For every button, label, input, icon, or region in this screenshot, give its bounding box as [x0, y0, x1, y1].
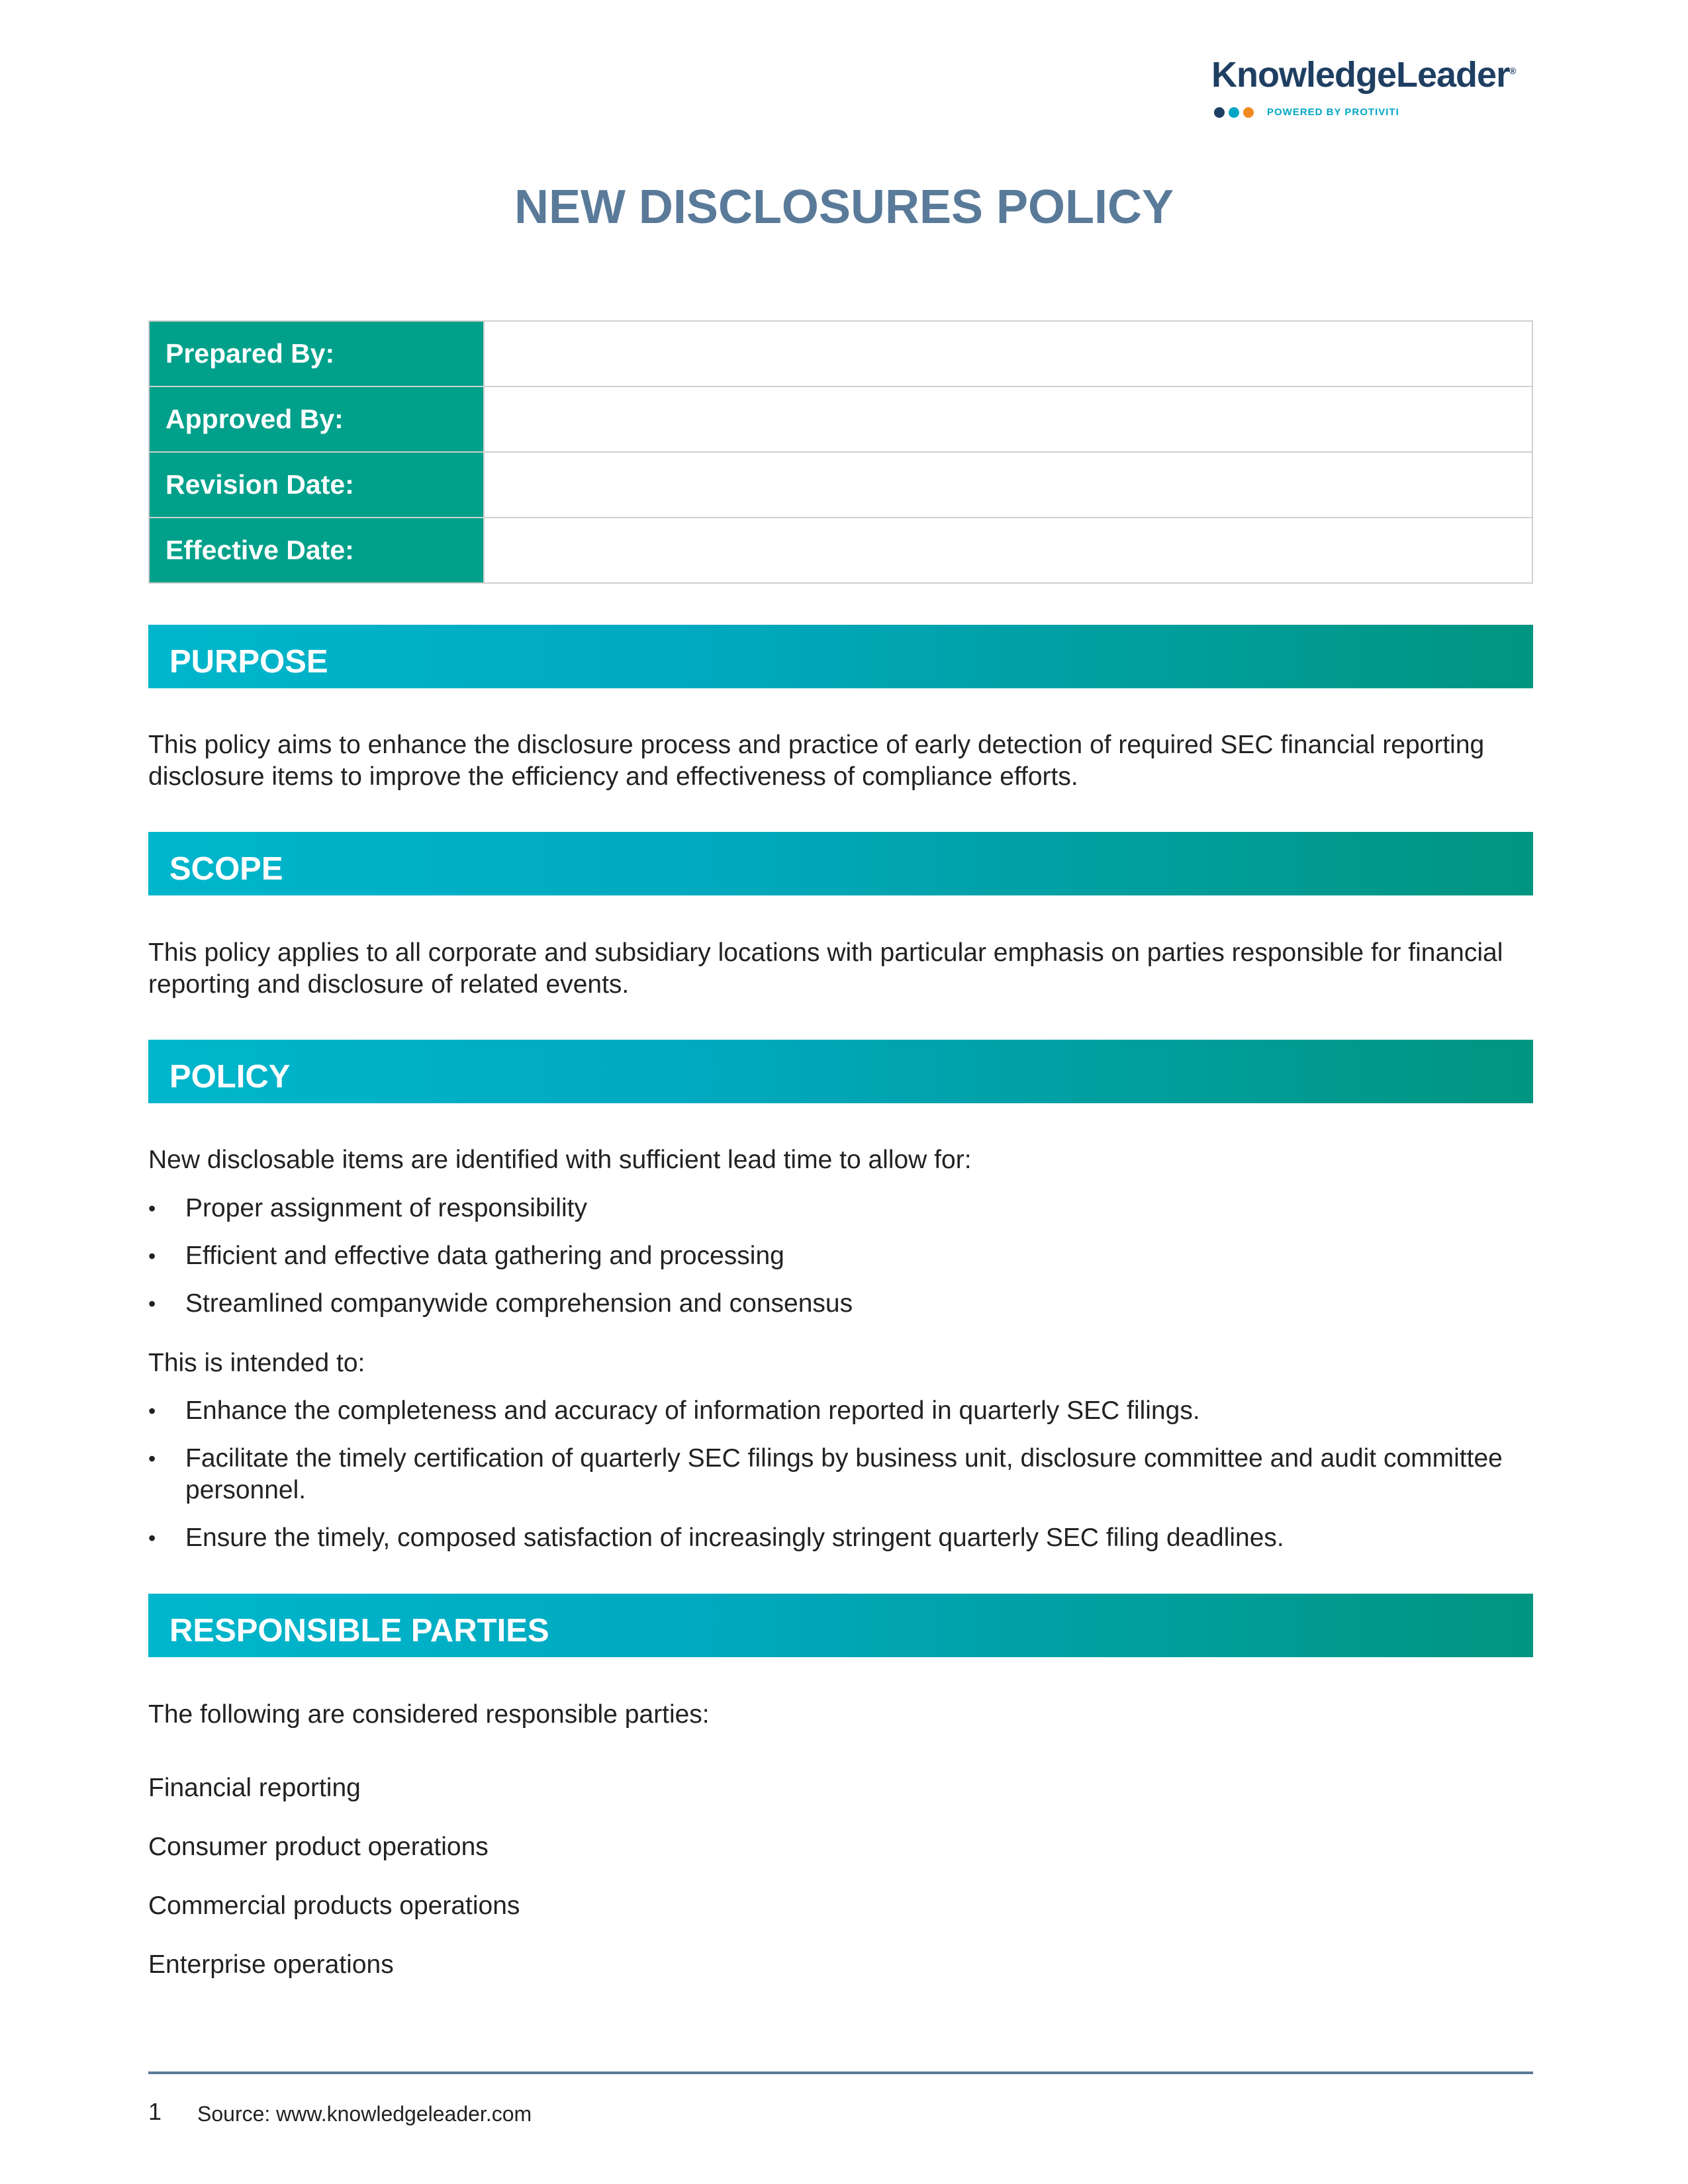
document-info-table: [148, 320, 1533, 584]
approved-by-field[interactable]: [484, 387, 1532, 452]
source-text: Source: www.knowledgeleader.com: [197, 2102, 532, 2126]
party-item: Commercial products operations: [148, 1891, 520, 1920]
list-item: • Proper assignment of responsibility: [148, 1193, 1538, 1224]
policy-intent-list: [148, 1395, 1538, 1554]
logo-trademark: ®: [1509, 66, 1516, 76]
logo-dot: [1214, 107, 1225, 118]
table-row: [149, 452, 1532, 518]
effective-date-label: Effective Date:: [149, 518, 484, 583]
list-item: • Facilitate the timely certification of quarterly SEC filings by business unit, disclosure committee and audit committee personnel.: [148, 1443, 1538, 1506]
logo-dots-icon: [1214, 107, 1260, 119]
list-item: • Ensure the timely, composed satisfaction of increasingly stringent quarterly SEC filing deadlines.: [148, 1522, 1538, 1554]
revision-date-label: Revision Date:: [149, 452, 484, 518]
page-title: NEW DISCLOSURES POLICY: [514, 181, 1174, 234]
policy-intro-2: This is intended to:: [148, 1349, 365, 1377]
logo-tagline: POWERED BY PROTIVITI: [1267, 107, 1399, 118]
purpose-text: This policy aims to enhance the disclosure process and practice of early detection of required SEC financial reporting disclosure items to improve the efficiency and effectiveness of compliance efforts.: [148, 731, 1485, 791]
prepared-by-label: Prepared By:: [149, 321, 484, 387]
table-row: [149, 387, 1532, 452]
purpose-heading: PURPOSE: [148, 625, 1533, 688]
logo-name: KnowledgeLeader: [1211, 55, 1510, 95]
list-item: • Enhance the completeness and accuracy of information reported in quarterly SEC filings.: [148, 1395, 1538, 1427]
effective-date-field[interactable]: [484, 518, 1532, 583]
party-item: Financial reporting: [148, 1774, 361, 1802]
knowledgeleader-logo: [1211, 54, 1529, 127]
table-row: [149, 321, 1532, 387]
approved-by-label: Approved By:: [149, 387, 484, 452]
party-item: Enterprise operations: [148, 1950, 394, 1979]
list-item: • Streamlined companywide comprehension and consensus: [148, 1288, 1538, 1320]
prepared-by-field[interactable]: [484, 321, 1532, 387]
revision-date-field[interactable]: [484, 452, 1532, 518]
logo-dot: [1243, 107, 1254, 118]
responsible-parties-heading: RESPONSIBLE PARTIES: [148, 1594, 1533, 1657]
policy-intro: New disclosable items are identified with sufficient lead time to allow for:: [148, 1146, 972, 1174]
logo-dot: [1229, 107, 1239, 118]
table-row: [149, 518, 1532, 583]
footer-divider: [148, 2071, 1533, 2074]
party-item: Consumer product operations: [148, 1833, 489, 1861]
policy-heading: POLICY: [148, 1040, 1533, 1103]
page-number: 1: [148, 2098, 162, 2125]
list-item: • Efficient and effective data gathering and processing: [148, 1240, 1538, 1272]
policy-allow-list: [148, 1193, 1538, 1320]
responsible-intro: The following are considered responsible parties:: [148, 1700, 710, 1729]
scope-text: This policy applies to all corporate and subsidiary locations with particular emphasis on parties responsible for financial reporting and disclosure of related events.: [148, 938, 1503, 999]
scope-heading: SCOPE: [148, 832, 1533, 895]
